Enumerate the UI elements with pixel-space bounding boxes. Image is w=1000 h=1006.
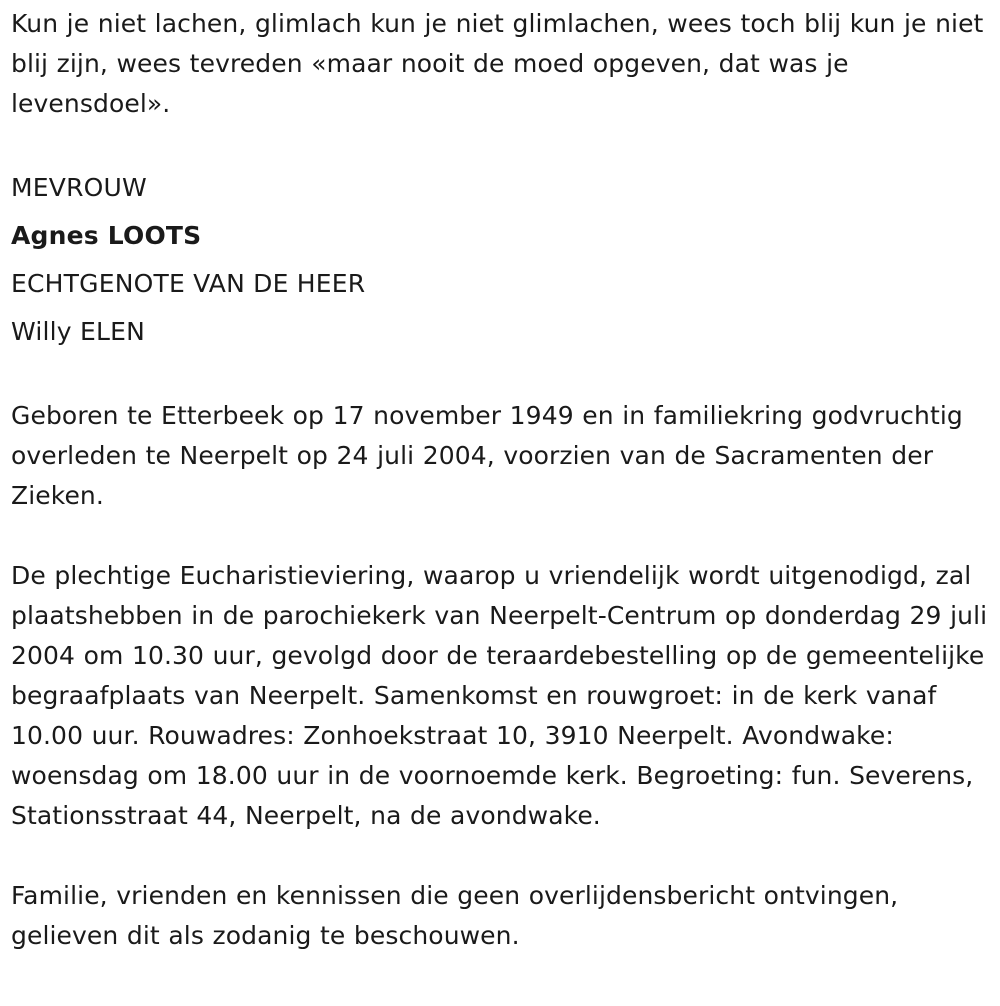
ceremony-paragraph: De plechtige Eucharistieviering, waarop u vriendelijk wordt uitgenodigd, zal plaatshebben in de parochiekerk van Neerpelt-Centrum op donderdag 29 juli 2004 om 10.30 uur, gevolgd door de teraardebestelling op de gemeentelijke begraafplaats van Neerpelt. Samenkomst en rouwgroet: in de kerk vanaf 10.00 uur. Rouwadres: Zonhoekstraat 10, 3910 Neerpelt. Avondwake: woensdag om 18.00 uur in de voornoemde kerk. Begroeting: fun. Severens, Stationsstraat 44, Neerpelt, na de avondwake.	[11, 561, 988, 830]
spacer	[11, 124, 996, 164]
birth-death-paragraph: Geboren te Etterbeek op 17 november 1949 en in familiekring godvruchtig overleden te Neerpelt op 24 juli 2004, voorzien van de Sacramenten der Zieken.	[11, 401, 963, 510]
deceased-name: Agnes LOOTS	[11, 221, 202, 250]
title-mevrouw: MEVROUW	[11, 173, 147, 202]
spacer	[11, 836, 996, 876]
spacer	[11, 356, 996, 396]
spouse-name: Willy ELEN	[11, 317, 145, 346]
closing-paragraph: Familie, vrienden en kennissen die geen overlijdensbericht ontvingen, gelieven dit als zodanig te beschouwen.	[11, 881, 899, 950]
spouse-title: ECHTGENOTE VAN DE HEER	[11, 269, 366, 298]
spacer	[11, 516, 996, 556]
intro-quote: Kun je niet lachen, glimlach kun je niet glimlachen, wees toch blij kun je niet blij zijn, wees tevreden «maar nooit de moed opgeven, dat was je levensdoel».	[11, 9, 984, 118]
obituary-document	[11, 4, 996, 956]
